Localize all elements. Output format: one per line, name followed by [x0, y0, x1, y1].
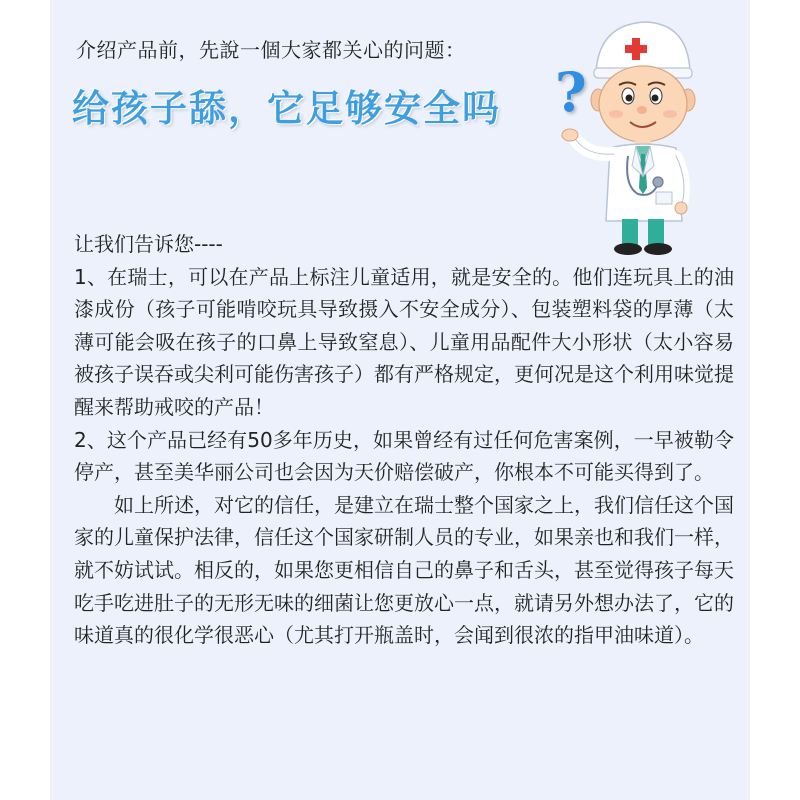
lead-line: 让我们告诉您---- — [74, 232, 223, 256]
headline: 给孩子舔，它足够安全吗 — [72, 87, 501, 130]
doctor-cartoon-illustration — [558, 16, 718, 261]
intro-text: 介绍产品前，先說一個大家都关心的问题： — [76, 38, 466, 62]
paragraph-2: 2、这个产品已经有50多年历史，如果曾经有过任何危害案例，一早被勒令停产，甚至美华丽公司也会因为天价赔偿破产，你根本不可能买得到了。 — [74, 427, 734, 485]
body-text — [74, 228, 734, 652]
paragraph-3: 如上所述，对它的信任，是建立在瑞士整个国家之上，我们信任这个国家的儿童保护法律，信任这个国家研制人员的专业，如果亲也和我们一样，就不妨试试。相反的，如果您更相信自己的鼻子和舌头，甚至觉得孩子每天吃手吃进肚子的无形无味的细菌让您更放心一点，就请另外想办法了，它的味道真的很化学很恶心（尤其打开瓶盖时，会闻到很浓的指甲油味道）。 — [74, 492, 734, 648]
question-mark: ? — [555, 60, 587, 124]
paragraph-1: 1、在瑞士，可以在产品上标注儿童适用，就是安全的。他们连玩具上的油漆成份（孩子可能啃咬玩具导致摄入不安全成分）、包装塑料袋的厚薄（太薄可能会吸在孩子的口鼻上导致窒息）、儿童用品配件大小形状（太小容易被孩子误吞或尖利可能伤害孩子）都有严格规定，更何况是这个利用味觉提醒来帮助戒咬的产品！ — [74, 264, 734, 419]
